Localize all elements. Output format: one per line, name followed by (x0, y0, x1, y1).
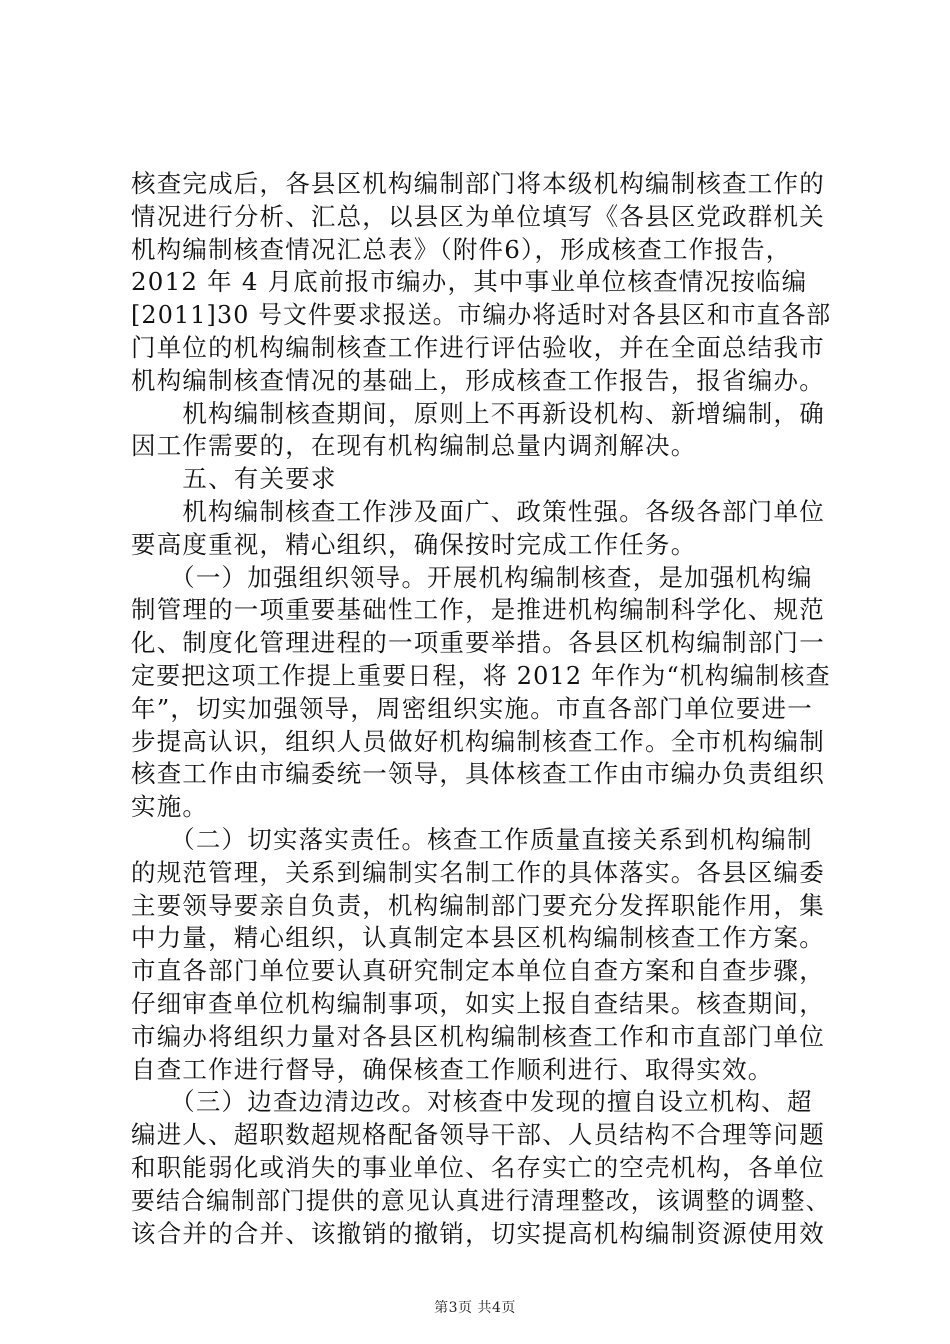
body-text-line: 机构编制核查情况的基础上，形成核查工作报告，报省编办。 (131, 365, 825, 395)
body-text-line: 门单位的机构编制核查工作进行评估验收，并在全面总结我市 (131, 332, 825, 362)
body-text-line: 市编办将组织力量对各县区机构编制核查工作和市直部门单位 (131, 1021, 825, 1051)
body-text-line: 编进人、超职数超规格配备领导干部、人员结构不合理等问题 (131, 1120, 825, 1150)
body-text-line: 步提高认识，组织人员做好机构编制核查工作。全市机构编制 (131, 726, 825, 756)
body-text-line: 情况进行分析、汇总，以县区为单位填写《各县区党政群机关 (131, 201, 825, 231)
page-footer: 第3页 共4页 (434, 1300, 516, 1316)
body-text-line: 要高度重视，精心组织，确保按时完成工作任务。 (131, 529, 697, 559)
body-text-line: 仔细审查单位机构编制事项，如实上报自查结果。核查期间， (131, 988, 825, 1018)
body-text-line: 自查工作进行督导，确保核查工作顺利进行、取得实效。 (131, 1054, 774, 1084)
body-text-line: 中力量，精心组织，认真制定本县区机构编制核查工作方案。 (131, 923, 825, 953)
body-text-line: 制管理的一项重要基础性工作，是推进机构编制科学化、规范 (131, 595, 825, 625)
body-text-line: 机构编制核查期间，原则上不再新设机构、新增编制，确 (131, 398, 825, 428)
body-text-line: 市直各部门单位要认真研究制定本单位自查方案和自查步骤， (131, 956, 825, 986)
body-text-line: 要结合编制部门提供的意见认真进行清理整改，该调整的调整、 (131, 1185, 831, 1215)
body-text-line: 和职能弱化或消失的事业单位、名存实亡的空壳机构，各单位 (131, 1152, 825, 1182)
document-body (131, 168, 831, 1250)
body-text-line: （一）加强组织领导。开展机构编制核查，是加强机构编 (131, 562, 813, 592)
body-text-line: 核查工作由市编委统一领导，具体核查工作由市编办负责组织 (131, 759, 825, 789)
body-text-line: 化、制度化管理进程的一项重要举措。各县区机构编制部门一 (131, 628, 825, 658)
body-text-line: 因工作需要的，在现有机构编制总量内调剂解决。 (131, 431, 697, 461)
body-text-line: （二）切实落实责任。核查工作质量直接关系到机构编制 (131, 824, 813, 854)
body-text-line: 五、有关要求 (131, 464, 337, 494)
body-text-line: 该合并的合并、该撤销的撤销，切实提高机构编制资源使用效 (131, 1218, 825, 1248)
body-text-line: 的规范管理，关系到编制实名制工作的具体落实。各县区编委 (131, 857, 825, 887)
body-text-line: 实施。 (131, 792, 209, 822)
body-text-line: 年”，切实加强领导，周密组织实施。市直各部门单位要进一 (131, 693, 813, 723)
body-text-line: 核查完成后，各县区机构编制部门将本级机构编制核查工作的 (131, 169, 825, 198)
body-text-line: 机构编制核查工作涉及面广、政策性强。各级各部门单位 (131, 496, 825, 526)
body-text-line: 主要领导要亲自负责，机构编制部门要充分发挥职能作用，集 (131, 890, 825, 920)
body-text-line: （三）边查边清边改。对核查中发现的擅自设立机构、超 (131, 1087, 813, 1117)
body-text-line: 机构编制核查情况汇总表》（附件6），形成核查工作报告， (131, 234, 792, 264)
body-text-line: 定要把这项工作提上重要日程，将 2012 年作为“机构编制核查 (131, 660, 831, 690)
body-text-line: 2012 年 4 月底前报市编办，其中事业单位核查情况按临编 (131, 267, 808, 297)
body-text-line: [2011]30 号文件要求报送。市编办将适时对各县区和市直各部 (131, 300, 832, 330)
